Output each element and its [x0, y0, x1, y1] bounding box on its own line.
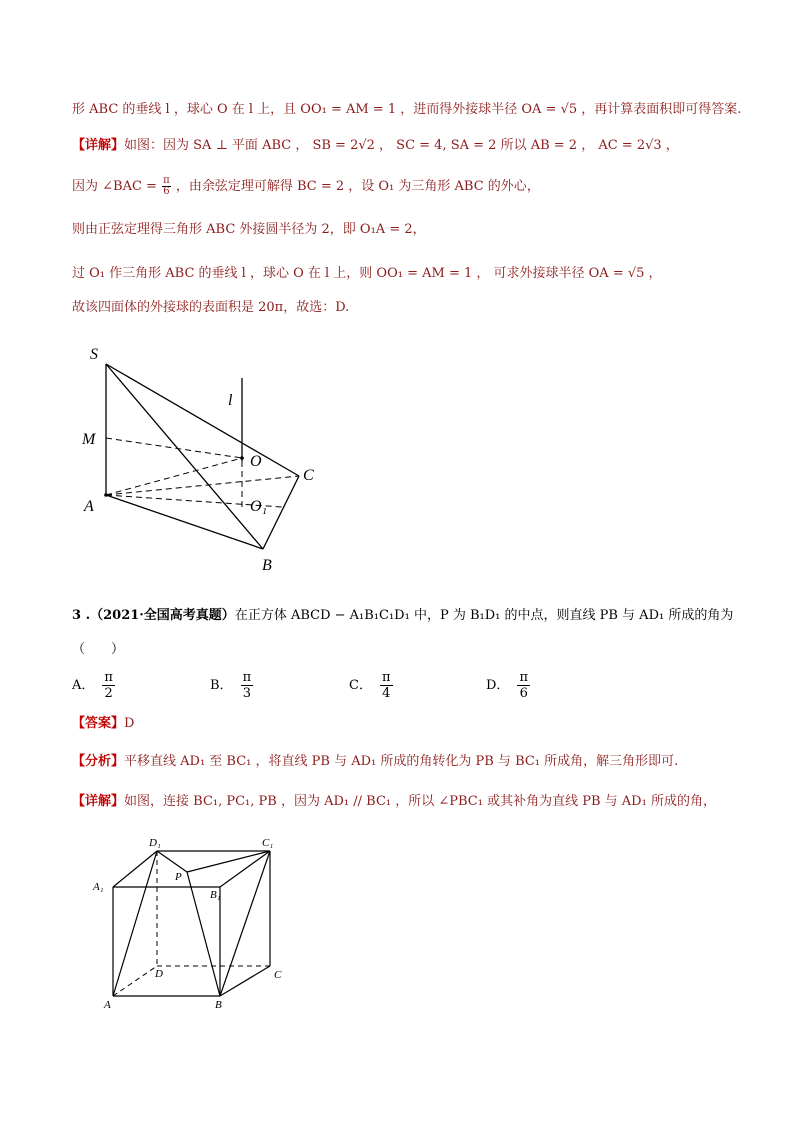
dash-MO: [106, 438, 242, 458]
label-B: B: [262, 557, 272, 574]
label-C1: C₁: [262, 837, 274, 849]
label-A1: A₁: [93, 881, 104, 893]
dash-AC: [106, 476, 299, 495]
label-O1: O₁: [250, 498, 268, 515]
label-B: B: [215, 999, 222, 1011]
label-A: A: [104, 999, 111, 1011]
q3-detail-line: [72, 792, 716, 812]
label-D: D: [155, 968, 163, 980]
pi-over-6: $\frac{\pi}{6}$: [163, 175, 170, 197]
solution-line-4: 则由正弦定理得三角形 ABC 外接圆半径为 2，即 O₁A = 2，: [72, 222, 426, 237]
solution-detail-line: [72, 136, 679, 156]
q3-detail-text: 如图，连接 BC₁, PC₁, PB ，因为 AD₁ // BC₁ ，所以 ∠PBC₁ 或其补角为直线 PB 与 AD₁ 所成的角，: [124, 794, 716, 809]
label-D1: D₁: [149, 837, 161, 849]
label-A: A: [84, 498, 94, 515]
label-B1: B₁: [210, 889, 221, 901]
label-M: M: [82, 431, 96, 448]
question-number-source: 3 .（2021·全国高考真题）: [72, 608, 235, 623]
question-text: 在正方体 ABCD − A₁B₁C₁D₁ 中，P 为 B₁D₁ 的中点，则直线 PB 与 AD₁ 所成的角为: [234, 608, 734, 623]
solution-line-5: 过 O₁ 作三角形 ABC 的垂线 l ，球心 O 在 l 上，则 OO₁ = AM = 1 ， 可求外接球半径 OA = √5 ，: [72, 266, 662, 281]
detail-tag: 【详解】: [72, 138, 125, 153]
edge-SB: [106, 364, 263, 549]
label-O: O: [250, 453, 262, 470]
solution-line-3: [72, 176, 540, 197]
answer-line: [72, 714, 134, 734]
choice-A: A． $\frac{\pi}{2}$: [72, 670, 113, 701]
tetrahedron-figure: [70, 335, 340, 580]
choice-B: B． $\frac{\pi}{3}$: [210, 670, 252, 701]
q3-detail-tag: 【详解】: [72, 794, 125, 809]
label-l: l: [228, 392, 233, 409]
edge-BC: [263, 476, 299, 549]
answer-value: D: [124, 716, 135, 731]
dash-AO: [106, 458, 242, 495]
analysis-tag: 【分析】: [72, 754, 125, 769]
choice-D: D． $\frac{\pi}{6}$: [486, 670, 528, 701]
label-C: C: [303, 467, 314, 484]
question-3-stem: [72, 606, 733, 626]
angle-text: 因为 ∠BAC =: [72, 179, 157, 194]
label-S: S: [90, 346, 98, 363]
solution-line-6: 故该四面体的外接球的表面积是 20π，故选：D.: [72, 300, 350, 315]
answer-tag: 【答案】: [72, 716, 125, 731]
choice-C: C． $\frac{\pi}{4}$: [349, 670, 391, 701]
point-A: [104, 493, 108, 497]
cube-figure: [85, 832, 305, 1017]
edge-SC: [106, 364, 299, 476]
detail-text: 如图：因为 SA ⊥ 平面 ABC ， SB = 2√2 ， SC = 4, SA = 2 所以 AB = 2 ， AC = 2√3 ，: [124, 138, 679, 153]
analysis-line: [72, 752, 678, 772]
analysis-text: 平移直线 AD₁ 至 BC₁ ，将直线 PB 与 AD₁ 所成的角转化为 PB 与 BC₁ 所成角，解三角形即可.: [124, 754, 679, 769]
label-P: P: [175, 871, 182, 883]
question-paren: （ ）: [72, 642, 125, 657]
point-O: [240, 456, 244, 460]
solution-line-1: 形 ABC 的垂线 l ，球心 O 在 l 上，且 OO₁ = AM = 1 ，进而得外接球半径 OA = √5 ，再计算表面积即可得答案.: [72, 102, 742, 117]
cosine-text: ，由余弦定理可解得 BC = 2 ，设 O₁ 为三角形 ABC 的外心，: [175, 179, 540, 194]
label-C: C: [274, 969, 282, 981]
